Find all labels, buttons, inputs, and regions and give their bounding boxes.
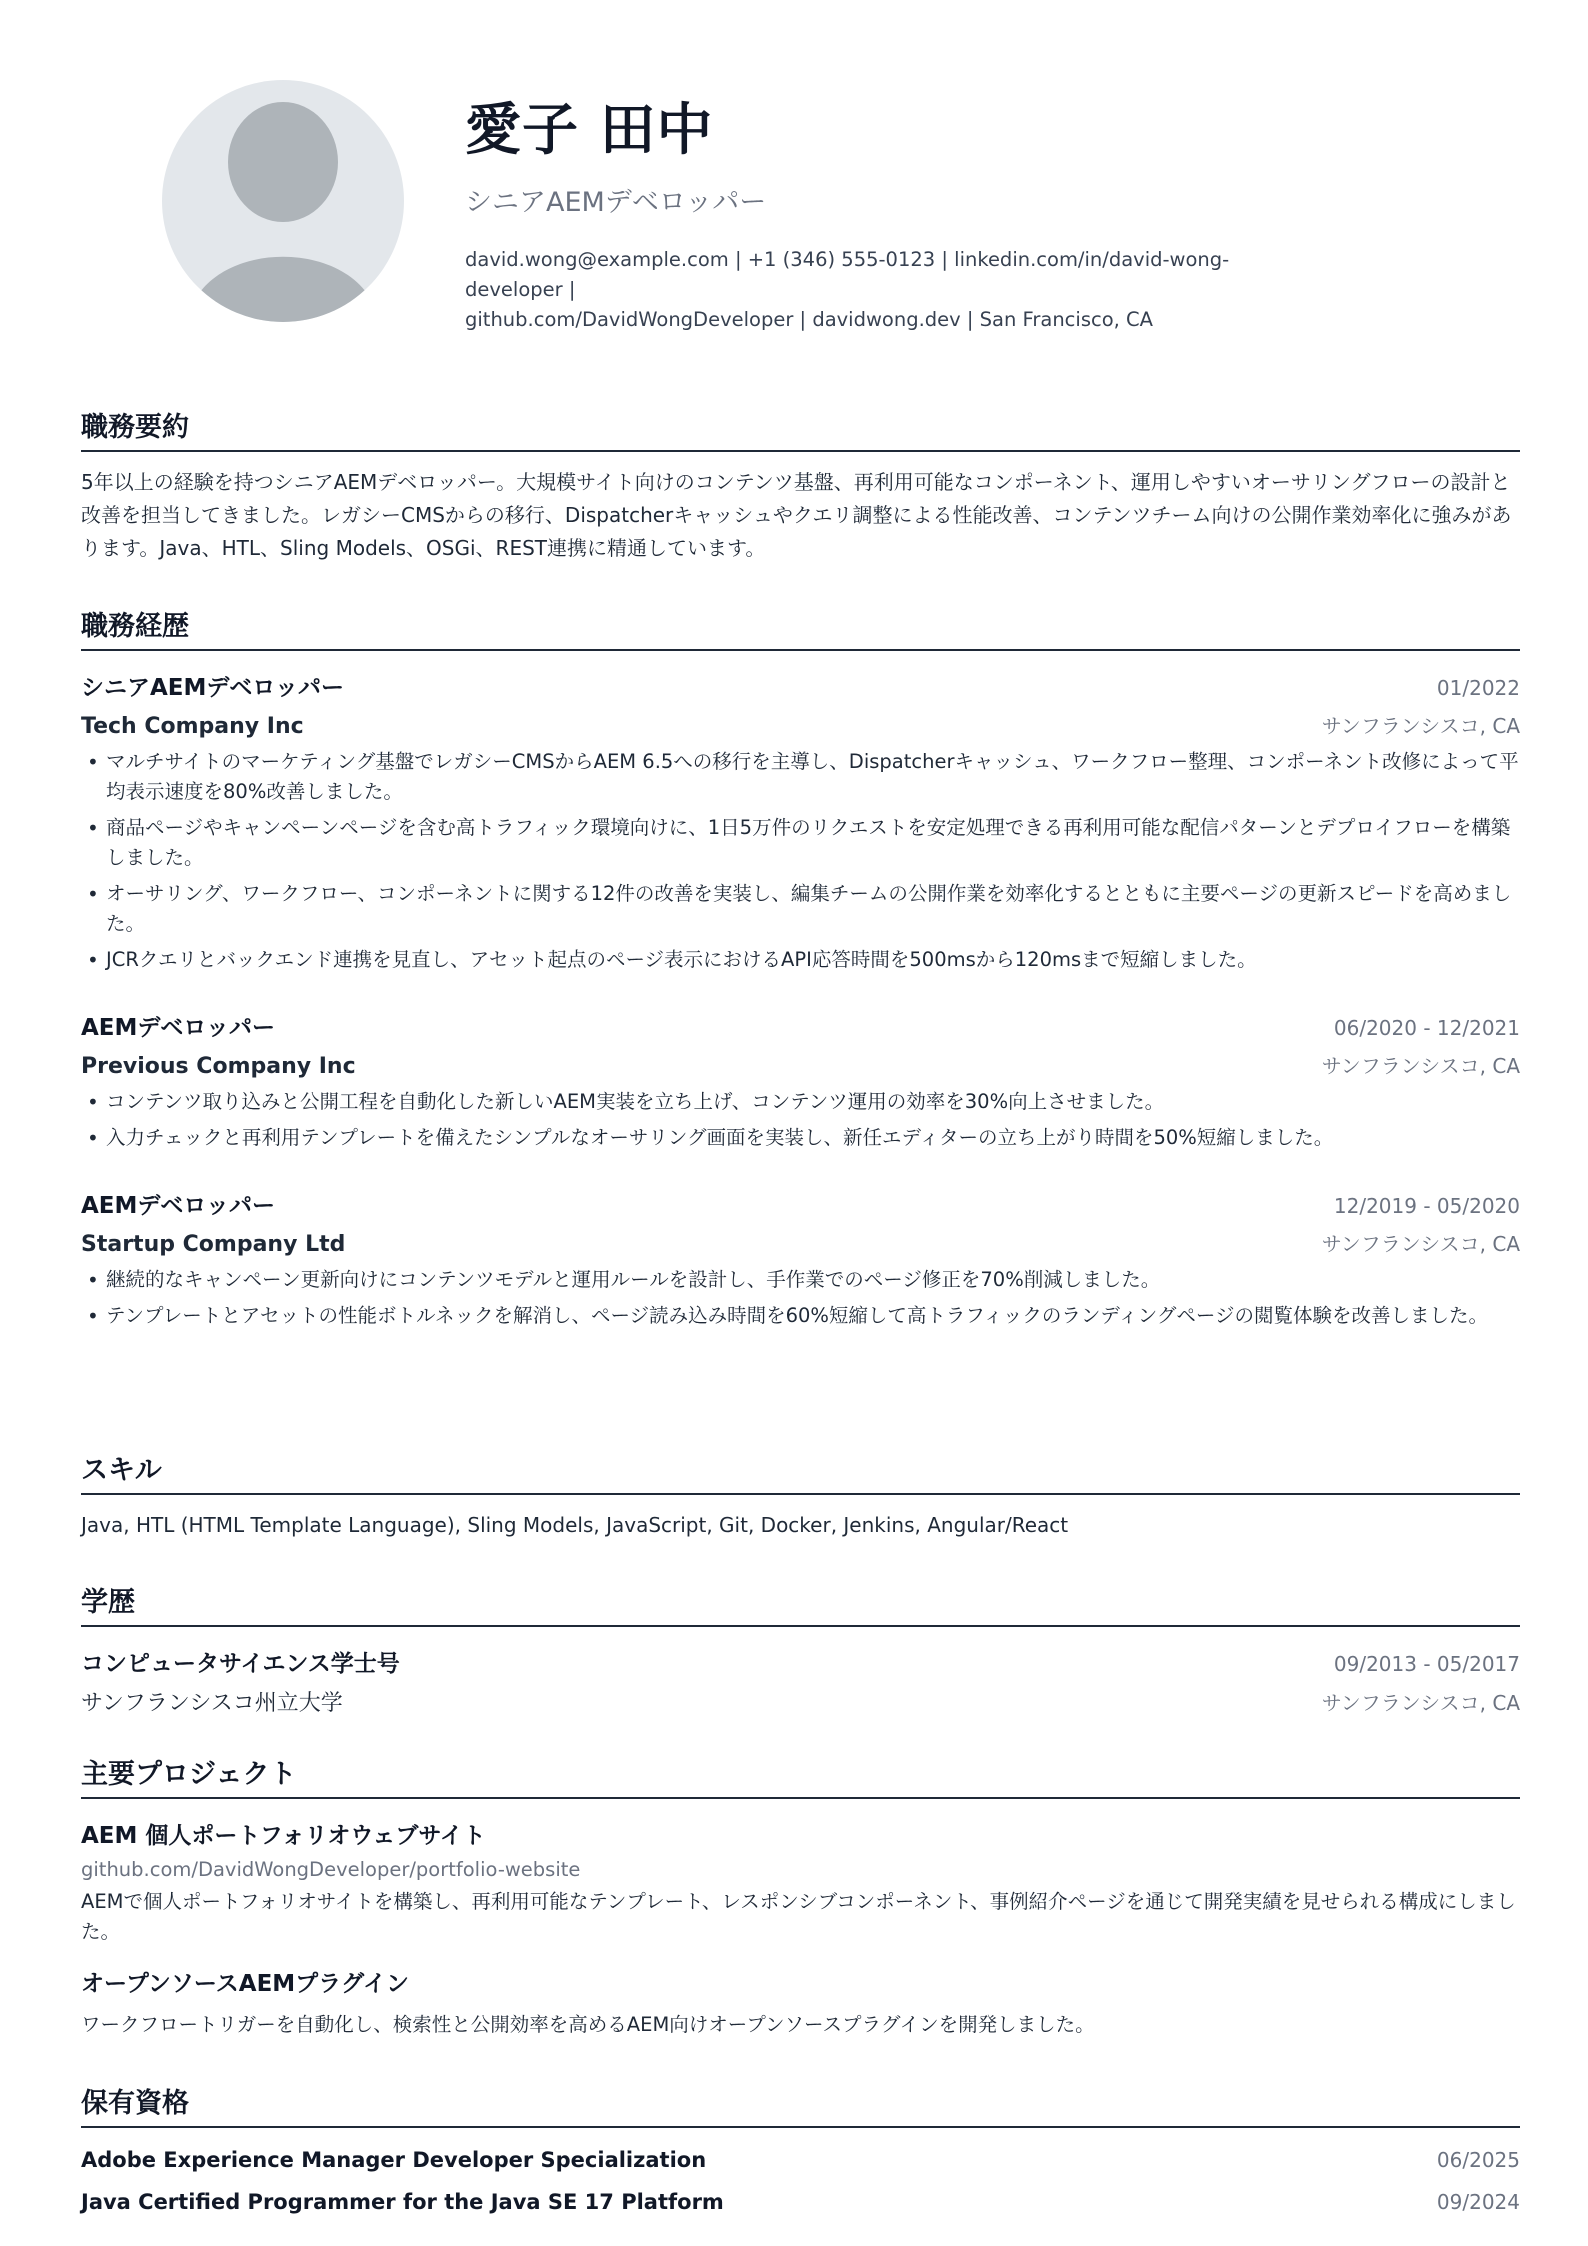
- project-link[interactable]: github.com/DavidWongDeveloper/portfolio-website: [81, 1858, 581, 1881]
- job-bullet: • オーサリング、ワークフロー、コンポーネントに関する12件の改善を実装し、編集チームの公開作業を効率化するとともに主要ページの更新スピードを高めました。: [81, 879, 1520, 939]
- bullet-icon: •: [87, 816, 99, 840]
- job-bullet: • テンプレートとアセットの性能ボトルネックを解消し、ページ読み込み時間を60%短縮して高トラフィックのランディングページの閲覧体験を改善しました。: [81, 1301, 1520, 1331]
- contact-info: [465, 245, 1325, 335]
- certification-name: Java Certified Programmer for the Java SE 17 Platform: [81, 2190, 724, 2214]
- bullet-icon: •: [87, 750, 99, 774]
- job-location: サンフランシスコ, CA: [1321, 1054, 1520, 1078]
- certification-row: [81, 2148, 1520, 2172]
- job-bullets: [81, 747, 1520, 975]
- education-degree: コンピュータサイエンス学士号: [81, 1651, 400, 1677]
- job-entry: [81, 1009, 1520, 1153]
- projects-section: [81, 1752, 1520, 2040]
- job-bullet: • コンテンツ取り込みと公開工程を自動化した新しいAEM実装を立ち上げ、コンテンツ運用の効率を30%向上させました。: [81, 1087, 1520, 1117]
- bullet-icon: •: [87, 1090, 99, 1114]
- experience-section: [81, 604, 1520, 1337]
- job-bullet: • 継続的なキャンペーン更新向けにコンテンツモデルと運用ルールを設計し、手作業でのページ修正を70%削減しました。: [81, 1265, 1520, 1295]
- job-bullet: • 商品ページやキャンペーンページを含む高トラフィック環境向けに、1日5万件のリクエストを安定処理できる再利用可能な配信パターンとデプロイフローを構築しました。: [81, 813, 1520, 873]
- project-entry: [81, 1817, 1520, 1947]
- avatar-placeholder-icon: [162, 80, 404, 322]
- certification-row: [81, 2190, 1520, 2214]
- certifications-section: [81, 2081, 1520, 2214]
- contact-line-1: david.wong@example.com | +1 (346) 555-0123 | linkedin.com/in/david-wong-developer |: [465, 247, 1230, 301]
- job-company: Startup Company Ltd: [81, 1232, 346, 1257]
- job-bullet: • 入力チェックと再利用テンプレートを備えたシンプルなオーサリング画面を実装し、新任エディターの立ち上がり時間を50%短縮しました。: [81, 1123, 1520, 1153]
- contact-line-2: github.com/DavidWongDeveloper | davidwong.dev | San Francisco, CA: [465, 307, 1153, 331]
- bullet-icon: •: [87, 1304, 99, 1328]
- job-bullet: • マルチサイトのマーケティング基盤でレガシーCMSからAEM 6.5への移行を主導し、Dispatcherキャッシュ、ワークフロー整理、コンポーネント改修によって平均表示速度を80%改善しました。: [81, 747, 1520, 807]
- candidate-headline: シニアAEMデベロッパー: [465, 186, 767, 218]
- education-entry: [81, 1645, 1520, 1717]
- bullet-icon: •: [87, 1126, 99, 1150]
- candidate-name: 愛子 田中: [465, 97, 714, 163]
- section-title-education: 学歴: [81, 1580, 1520, 1627]
- job-date: 12/2019 - 05/2020: [1333, 1194, 1520, 1218]
- job-bullet: • JCRクエリとバックエンド連携を見直し、アセット起点のページ表示におけるAPI応答時間を500msから120msまで短縮しました。: [81, 945, 1520, 975]
- job-entry: [81, 1187, 1520, 1331]
- skills-section: [81, 1448, 1520, 1537]
- job-location: サンフランシスコ, CA: [1321, 714, 1520, 738]
- job-bullets: [81, 1265, 1520, 1331]
- project-description: ワークフロートリガーを自動化し、検索性と公開効率を高めるAEM向けオープンソースプラグインを開発しました。: [81, 2013, 1095, 2036]
- section-title-projects: 主要プロジェクト: [81, 1752, 1520, 1799]
- job-date: 01/2022: [1436, 676, 1520, 700]
- job-date: 06/2020 - 12/2021: [1333, 1016, 1520, 1040]
- certification-date: 09/2024: [1436, 2190, 1520, 2214]
- skills-list: Java, HTL (HTML Template Language), Sling Models, JavaScript, Git, Docker, Jenkins, Angular/React: [81, 1513, 1069, 1537]
- certification-date: 06/2025: [1436, 2148, 1520, 2172]
- project-description: AEMで個人ポートフォリオサイトを構築し、再利用可能なテンプレート、レスポンシブコンポーネント、事例紹介ページを通じて開発実績を見せられる構成にしました。: [81, 1890, 1516, 1943]
- section-title-summary: 職務要約: [81, 405, 1520, 452]
- section-title-experience: 職務経歴: [81, 604, 1520, 651]
- certification-name: Adobe Experience Manager Developer Specialization: [81, 2148, 707, 2172]
- job-company: Tech Company Inc: [81, 714, 304, 739]
- resume-header: [81, 0, 1507, 331]
- job-company: Previous Company Inc: [81, 1054, 356, 1079]
- bullet-icon: •: [87, 882, 99, 906]
- bullet-icon: •: [87, 948, 99, 972]
- bullet-icon: •: [87, 1268, 99, 1292]
- job-role: シニアAEMデベロッパー: [81, 675, 344, 701]
- project-entry: [81, 1965, 1520, 2040]
- job-role: AEMデベロッパー: [81, 1015, 275, 1041]
- section-title-certifications: 保有資格: [81, 2081, 1520, 2128]
- education-location: サンフランシスコ, CA: [1321, 1691, 1520, 1715]
- education-date: 09/2013 - 05/2017: [1333, 1652, 1520, 1676]
- summary-text: 5年以上の経験を持つシニアAEMデベロッパー。大規模サイト向けのコンテンツ基盤、再利用可能なコンポーネント、運用しやすいオーサリングフローの設計と改善を担当してきました。レガシーCMSからの移行、Dispatcherキャッシュやクエリ調整による性能改善、コンテンツチーム向けの公開作業効率化に強みがあります。Java、HTL、Sling Models、OSGi、REST連携に精通しています。: [81, 470, 1512, 560]
- header-text: [465, 97, 1588, 335]
- section-title-skills: スキル: [81, 1448, 1520, 1495]
- job-role: AEMデベロッパー: [81, 1193, 275, 1219]
- education-section: [81, 1580, 1520, 1717]
- summary-section: [81, 405, 1520, 565]
- job-entry: [81, 669, 1520, 975]
- job-bullets: [81, 1087, 1520, 1153]
- project-name: AEM 個人ポートフォリオウェブサイト: [81, 1823, 486, 1849]
- job-location: サンフランシスコ, CA: [1321, 1232, 1520, 1256]
- project-name: オープンソースAEMプラグイン: [81, 1971, 410, 1997]
- education-school: サンフランシスコ州立大学: [81, 1691, 343, 1716]
